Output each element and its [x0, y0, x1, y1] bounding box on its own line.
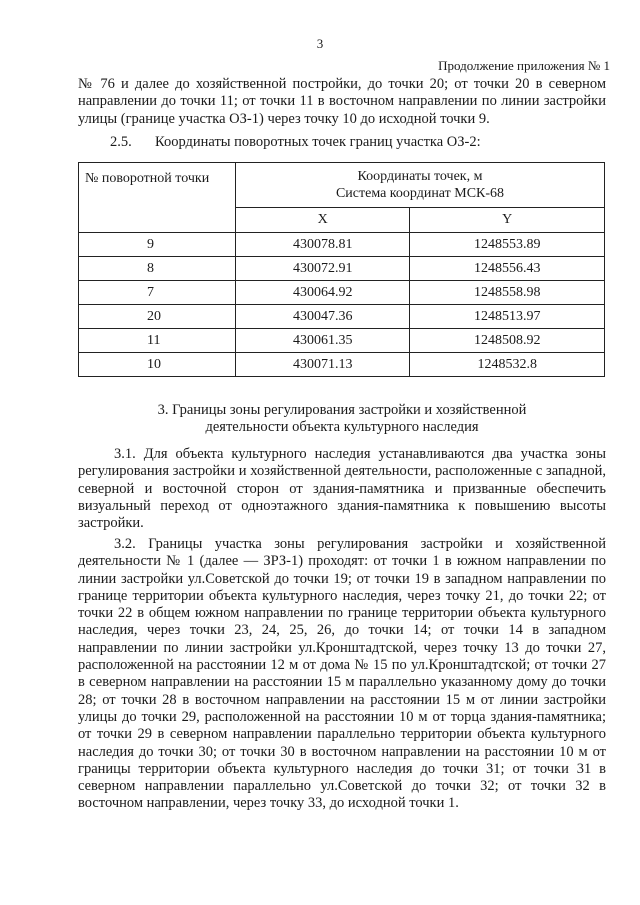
point-number: 11 [79, 329, 236, 353]
section-3-heading [78, 402, 606, 436]
col-y-header: Y [410, 208, 605, 233]
point-number: 20 [79, 305, 236, 329]
section-2-5-title: Координаты поворотных точек границ участка ОЗ-2: [155, 134, 481, 150]
table-row [79, 329, 605, 353]
section-3-title-line1: 3. Границы зоны регулирования застройки и хозяйственной [157, 402, 527, 418]
col-x-header: X [236, 208, 410, 233]
table-row [79, 305, 605, 329]
x-coordinate: 430064.92 [236, 281, 410, 305]
table-row [79, 353, 605, 377]
paragraph-3-2: 3.2. Границы участка зоны регулирования застройки и хозяйственной деятельности № 1 (далее — ЗРЗ-1) проходят: от точки 1 в южном направлении по линии застройки ул.Советской до точки 19; от точки 19 в западном направлении по границе территории объекта культурного наследия, через точку 21, до точки 22; от точки 22 в общем южном направлении по границе территории объекта культурного наследия, через точки 23, 24, 25, 26, до точки 14; от точки 14 в западном направлении по линии застройки ул.Кронштадтской, через точку 13 до точки 27, расположенной на расстоянии 12 м от дома № 15 по ул.Кронштадтской; от точки 27 в северном направлении на расстоянии 15 м параллельно указанному дому до точки 28; от точки 28 в восточном направлении на расстоянии 15 м от линии застройки улицы до точки 29, расположенной на расстоянии 10 м от торца здания-памятника; от точки 29 в северном направлении параллельно территории объекта культурного наследия до точки 30; от точки 30 в восточном направлении на расстоянии 10 м от границы территории объекта культурного наследия до точки 31; от точки 31 в северном направлении параллельно ул.Советской до точки 32; от точки 32 в восточном направлении, через точку 33, до исходной точки 1. [78, 536, 606, 812]
table-row [79, 281, 605, 305]
point-number: 7 [79, 281, 236, 305]
y-coordinate: 1248513.97 [410, 305, 605, 329]
y-coordinate: 1248558.98 [410, 281, 605, 305]
intro-paragraph: № 76 и далее до хозяйственной постройки, до точки 20; от точки 20 в северном направлении до точки 11; от точки 11 в восточном направлении по линии застройки улицы (границе участка ОЗ-1) через точку 10 до исходной точки 9. [78, 76, 606, 127]
point-number: 10 [79, 353, 236, 377]
coordinates-table [78, 162, 605, 377]
x-coordinate: 430047.36 [236, 305, 410, 329]
point-number: 9 [79, 233, 236, 257]
x-coordinate: 430071.13 [236, 353, 410, 377]
section-2-5-heading [110, 134, 481, 151]
y-coordinate: 1248553.89 [410, 233, 605, 257]
coord-header [236, 163, 605, 208]
y-coordinate: 1248532.8 [410, 353, 605, 377]
section-3-title-line2: деятельности объекта культурного наследия [205, 419, 479, 435]
continuation-label: Продолжение приложения № 1 [438, 58, 610, 73]
x-coordinate: 430078.81 [236, 233, 410, 257]
table-row [79, 257, 605, 281]
section-2-5-number: 2.5. [110, 134, 132, 150]
y-coordinate: 1248556.43 [410, 257, 605, 281]
col-point-header: № поворотной точки [79, 163, 236, 233]
x-coordinate: 430072.91 [236, 257, 410, 281]
paragraph-3-1: 3.1. Для объекта культурного наследия устанавливаются два участка зоны регулирования застройки и хозяйственной деятельности, расположенные с западной, северной и восточной сторон от здания-памятника и призванные обеспечить визуальный переход от одноэтажного здания-памятника к повышению высоты застройки. [78, 446, 606, 532]
coord-header-line1: Координаты точек, м [357, 169, 483, 184]
point-number: 8 [79, 257, 236, 281]
table-row [79, 233, 605, 257]
coord-header-line2: Система координат МСК-68 [335, 186, 505, 201]
page-number: 3 [316, 36, 324, 51]
x-coordinate: 430061.35 [236, 329, 410, 353]
y-coordinate: 1248508.92 [410, 329, 605, 353]
